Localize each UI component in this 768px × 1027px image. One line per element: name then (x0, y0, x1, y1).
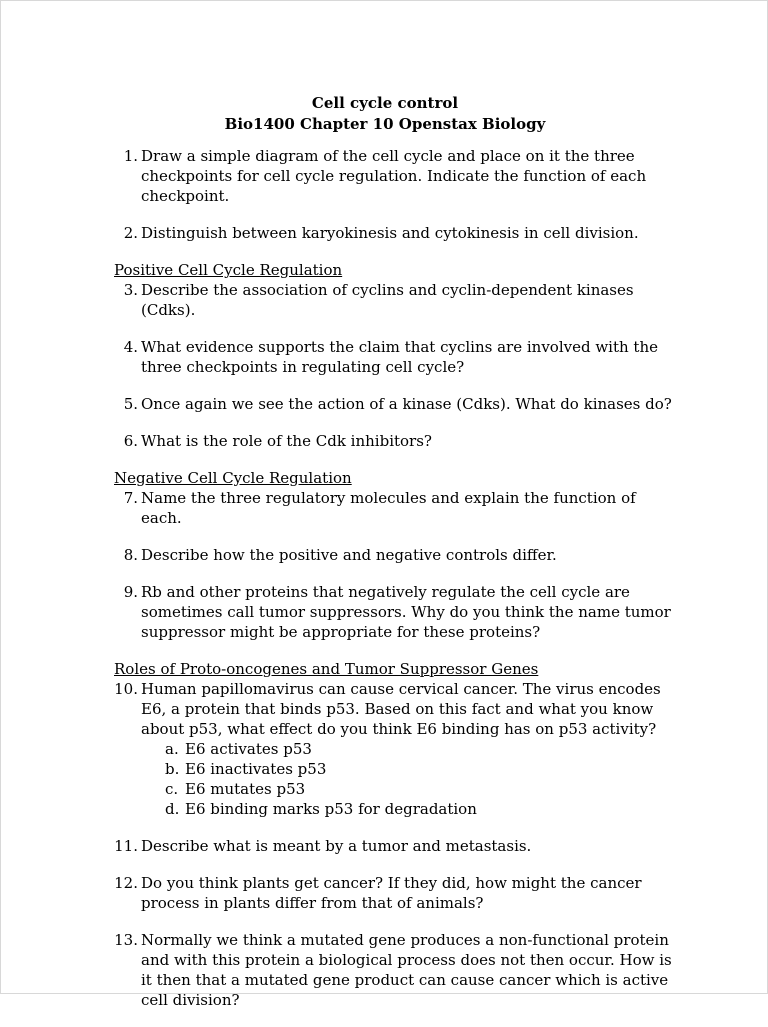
question-number: 11. (114, 837, 138, 855)
question-number: 7. (123, 489, 138, 507)
option-c (165, 779, 674, 799)
option-b (165, 759, 674, 779)
question-text: Describe how the positive and negative controls differ. (141, 546, 557, 564)
section-negative (114, 468, 674, 488)
option-a (165, 739, 674, 759)
question-number: 1. (123, 147, 138, 165)
question-4 (114, 337, 674, 377)
question-text: Describe what is meant by a tumor and metastasis. (141, 837, 532, 855)
question-12 (114, 873, 674, 913)
question-text: Draw a simple diagram of the cell cycle and place on it the three checkpoints for cell cycle regulation. Indicate the function of each checkpoint. (141, 147, 647, 205)
question-1 (114, 146, 674, 206)
question-number: 3. (123, 281, 138, 299)
question-number: 12. (114, 874, 138, 892)
section-positive (114, 260, 674, 280)
question-number: 9. (123, 583, 138, 601)
section-oncogenes (114, 659, 674, 679)
option-d (165, 799, 674, 819)
question-text: Distinguish between karyokinesis and cytokinesis in cell division. (141, 224, 639, 242)
question-number: 8. (123, 546, 138, 564)
option-letter: a. (165, 740, 179, 758)
question-3 (114, 280, 674, 320)
question-10 (114, 679, 674, 819)
question-text: Human papillomavirus can cause cervical cancer. The virus encodes E6, a protein that binds p53. Based on this fact and what you know about p53, what effect do you think E6 binding has on p53 activity? (141, 680, 661, 738)
section-heading: Positive Cell Cycle Regulation (114, 261, 343, 279)
question-2 (114, 223, 674, 243)
document-title: Cell cycle control (311, 94, 459, 112)
question-text: Describe the association of cyclins and cyclin-dependent kinases (Cdks). (141, 281, 634, 319)
option-text: E6 inactivates p53 (185, 760, 327, 778)
question-number: 2. (123, 224, 138, 242)
question-number: 5. (123, 395, 138, 413)
option-text: E6 binding marks p53 for degradation (185, 800, 477, 818)
answer-options (141, 739, 674, 819)
question-11 (114, 836, 674, 856)
question-number: 13. (114, 931, 138, 949)
question-text: What is the role of the Cdk inhibitors? (141, 432, 432, 450)
question-text: Once again we see the action of a kinase (Cdks). What do kinases do? (141, 395, 672, 413)
question-text: Normally we think a mutated gene produces a non-functional protein and with this protein a biological process does not then occur. How is it then that a mutated gene product can cause cancer which is active cell division? (141, 931, 672, 1009)
question-list (114, 146, 674, 1027)
option-letter: c. (165, 780, 179, 798)
section-heading: Roles of Proto-oncogenes and Tumor Suppressor Genes (114, 660, 539, 678)
question-text: Do you think plants get cancer? If they did, how might the cancer process in plants differ from that of animals? (141, 874, 642, 912)
question-number: 6. (123, 432, 138, 450)
document-subtitle: Bio1400 Chapter 10 Openstax Biology (224, 115, 546, 133)
option-letter: d. (165, 800, 180, 818)
question-8 (114, 545, 674, 565)
option-text: E6 activates p53 (185, 740, 312, 758)
question-text: What evidence supports the claim that cyclins are involved with the three checkpoints in regulating cell cycle? (141, 338, 658, 376)
question-6 (114, 431, 674, 451)
question-text: Name the three regulatory molecules and explain the function of each. (141, 489, 636, 527)
question-7 (114, 488, 674, 528)
section-heading: Negative Cell Cycle Regulation (114, 469, 352, 487)
option-text: E6 mutates p53 (185, 780, 306, 798)
question-number: 4. (123, 338, 138, 356)
question-5 (114, 394, 674, 414)
question-number: 10. (114, 680, 138, 698)
question-text: Rb and other proteins that negatively regulate the cell cycle are sometimes call tumor suppressors. Why do you think the name tumor suppressor might be appropriate for these proteins? (141, 583, 671, 641)
title-block (1, 93, 768, 135)
question-13 (114, 930, 674, 1010)
option-letter: b. (165, 760, 180, 778)
question-9 (114, 582, 674, 642)
